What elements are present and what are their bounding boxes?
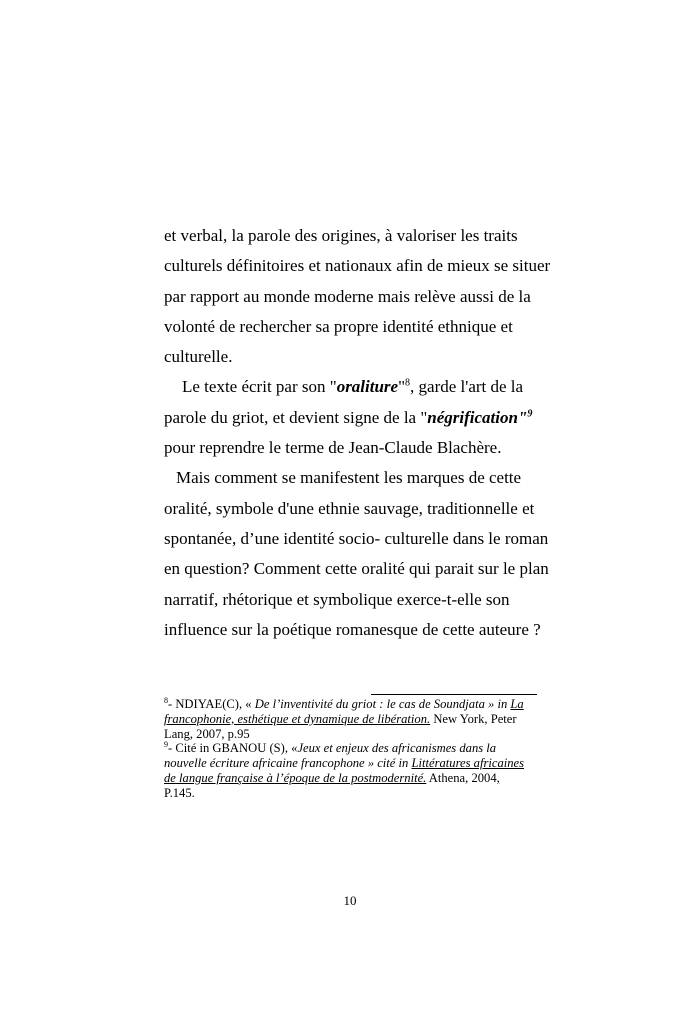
text-line [164,403,554,433]
text-line [164,372,554,402]
footnote-9-line [164,756,544,771]
text-line: narratif, rhétorique et symbolique exerce-t-elle son [164,589,510,609]
text-line: et verbal, la parole des origines, à valoriser les traits [164,226,518,245]
page-number: 10 [343,893,357,908]
fn-book-title: La [510,697,524,711]
text-line: oralité, symbole d'une ethnie sauvage, traditionnelle et [164,498,535,518]
fn-text: Athena, 2004 [426,770,497,785]
text-line: en question? Comment cette oralité qui parait sur le plan [164,559,549,579]
footnote-9-line [164,741,544,756]
footnote-number: 8 [164,695,168,705]
text-run: parole du griot, et devient signe de la " [164,407,428,427]
text-run: Le texte écrit par son " [182,377,337,397]
text-line: culturels définitoires et nationaux afin de mieux se situer [164,256,551,276]
footnote-ref-9[interactable]: 9 [527,408,533,420]
fn-text: , [496,770,500,785]
text-line: volonté de rechercher sa propre identité ethnique et [164,316,513,336]
text-line: Mais comment se manifestent les marques de cette [176,468,522,488]
fn-book-title: francophonie, esthétique et dynamique de libération. [164,711,431,726]
footnote-ref-8[interactable]: 8 [405,377,411,389]
fn-book-title: Littératures africaines [411,756,525,771]
fn-title: Jeux et enjeux des africanismes dans la [297,741,497,756]
text-run: , garde l'art de la [410,377,524,397]
text-line: par rapport au monde moderne mais relève aussi de la [164,286,531,306]
footnote-8-line [164,697,544,712]
footnote-separator [371,694,537,695]
footnote-9-line: P.145. [164,785,195,800]
text-run: " [398,377,406,397]
fn-title: De l’inventivité du griot : le cas de Soundjata » in [254,697,511,711]
body-text [164,221,554,645]
footnote-number: 9 [164,740,168,750]
fn-title: nouvelle écriture africaine francophone » cité in [164,756,412,771]
term-negrification: négrification" [427,407,528,427]
footnote-8-line [164,712,544,727]
fn-text: New York, Peter [430,711,517,726]
footnotes [164,697,544,801]
text-line: culturelle. [164,347,233,367]
text-line: influence sur la poétique romanesque de cette auteure ? [164,619,541,639]
fn-book-title: de langue française à l’époque de la postmodernité. [164,770,427,785]
text-line: spontanée, d’une identité socio- culturelle dans le roman [164,528,549,548]
fn-text: - NDIYAE(C), « [168,697,255,711]
text-line: pour reprendre le terme de Jean-Claude Blachère. [164,438,502,458]
footnote-9-line [164,771,544,786]
footnote-8-line: Lang, 2007, p.95 [164,726,250,741]
term-oraliture: oraliture [336,377,399,397]
fn-text: - Cité in GBANOU (S), « [168,741,298,756]
